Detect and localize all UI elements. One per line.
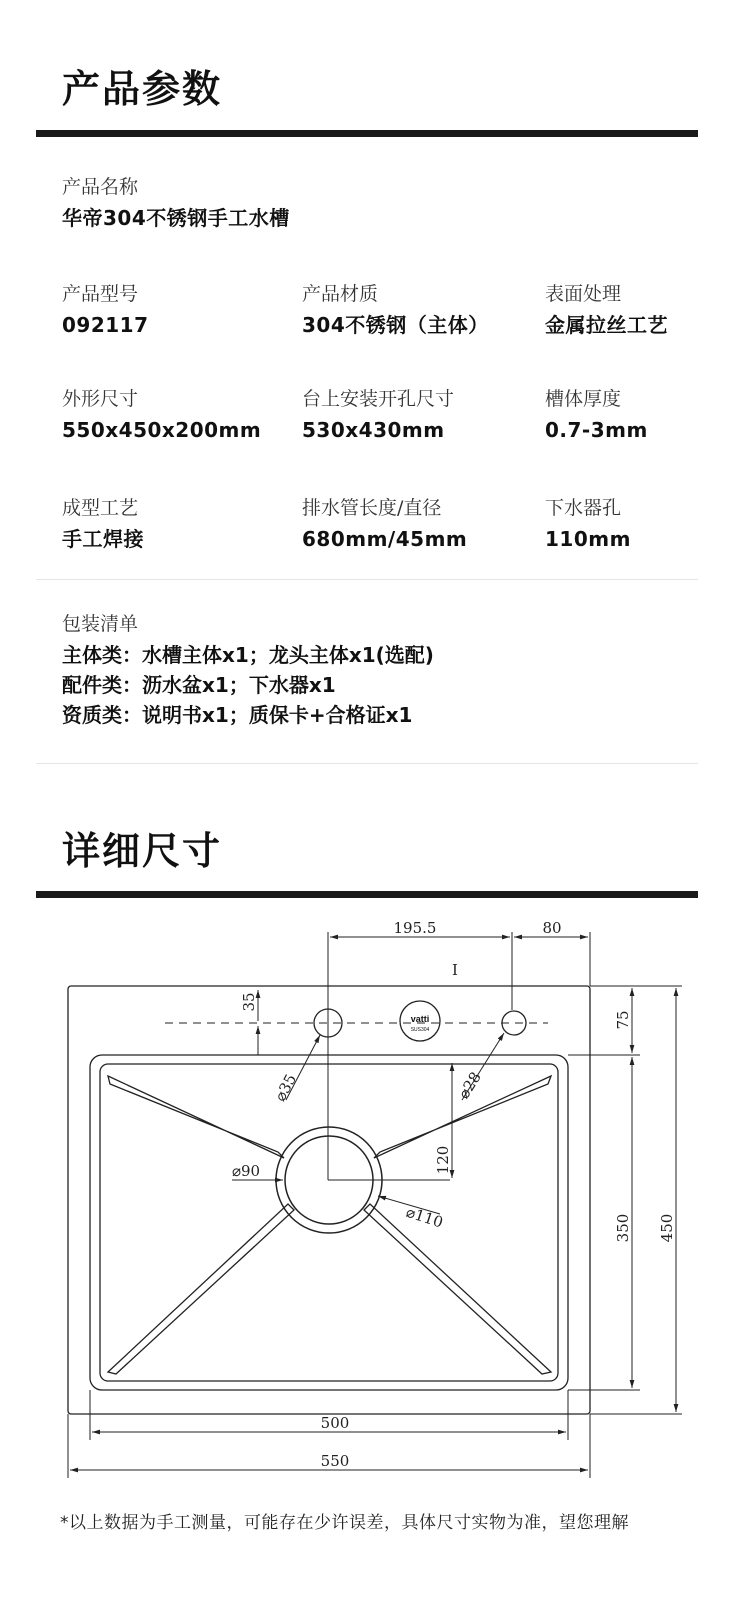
field-label: 产品型号 [62, 283, 139, 305]
field-value: 680mm/45mm [302, 527, 468, 551]
product-name-field [62, 175, 290, 231]
dim-label-500: 500 [320, 1414, 350, 1432]
field-label: 下水器孔 [545, 497, 622, 519]
field-value: 手工焊接 [62, 527, 144, 551]
thickness-field [545, 387, 648, 443]
field-label: 排水管长度/直径 [302, 497, 442, 519]
outer-size-field [62, 387, 261, 443]
field-label: 表面处理 [545, 283, 622, 305]
sink-dimension-drawing [0, 900, 750, 1500]
field-label: 外形尺寸 [62, 388, 139, 410]
field-value: 304不锈钢（主体） [302, 313, 489, 337]
forming-field [62, 496, 144, 552]
brand-logo-text: vatti [410, 1014, 430, 1024]
dim-label-550: 550 [320, 1452, 350, 1470]
field-value: 0.7-3mm [545, 418, 648, 442]
drain-pipe-field [302, 496, 467, 552]
divider [36, 579, 698, 580]
field-label: 槽体厚度 [545, 388, 622, 410]
brand-logo-sub: SUS304 [410, 1027, 430, 1033]
dim-label-120: 120 [434, 1145, 452, 1175]
disclaimer-footnote: *以上数据为手工测量，可能存在少许误差，具体尺寸实物为准，望您理解 [60, 1513, 629, 1533]
field-value: 092117 [62, 313, 149, 337]
sink-outer-outline [68, 986, 590, 1414]
surface-field [545, 282, 668, 338]
drain-hole-field [545, 496, 631, 552]
field-value: 金属拉丝工艺 [545, 313, 668, 337]
basin-slope-lines [108, 1076, 551, 1374]
section-rule [36, 130, 698, 137]
dim-label-phi35: ⌀35 [271, 1071, 301, 1105]
packing-list [62, 612, 434, 730]
divider [36, 763, 698, 764]
dim-label-450: 450 [658, 1213, 676, 1243]
field-value: 530x430mm [302, 418, 445, 442]
field-value: 110mm [545, 527, 631, 551]
packing-label: 包装清单 [62, 613, 139, 635]
field-label: 产品名称 [62, 176, 139, 198]
dim-label-350: 350 [614, 1213, 632, 1243]
model-field [62, 282, 149, 338]
field-value: 华帝304不锈钢手工水槽 [62, 206, 290, 230]
text-cursor-glyph: I [452, 961, 458, 979]
dim-label-phi28: ⌀28 [454, 1068, 485, 1103]
field-label: 台上安装开孔尺寸 [302, 388, 455, 410]
dim-label-35: 35 [240, 992, 258, 1012]
dim-label-75: 75 [614, 1010, 632, 1030]
packing-line: 资质类：说明书x1；质保卡+合格证x1 [62, 703, 413, 727]
packing-line: 配件类：沥水盆x1；下水器x1 [62, 673, 336, 697]
field-label: 产品材质 [302, 283, 379, 305]
section-rule [36, 891, 698, 898]
field-value: 550x450x200mm [62, 418, 262, 442]
packing-line: 主体类：水槽主体x1；龙头主体x1(选配) [62, 643, 434, 667]
dim-label-80: 80 [542, 919, 562, 937]
section-title-details: 详细尺寸 [62, 829, 223, 873]
dim-label-phi110: ⌀110 [403, 1202, 446, 1232]
section-title-params: 产品参数 [62, 67, 223, 111]
basin-inner-outline [100, 1064, 558, 1381]
cutout-size-field [302, 387, 454, 443]
field-label: 成型工艺 [62, 497, 139, 519]
material-field [302, 282, 489, 338]
dim-label-phi90: ⌀90 [231, 1162, 261, 1180]
dim-label-195: 195.5 [393, 919, 437, 937]
